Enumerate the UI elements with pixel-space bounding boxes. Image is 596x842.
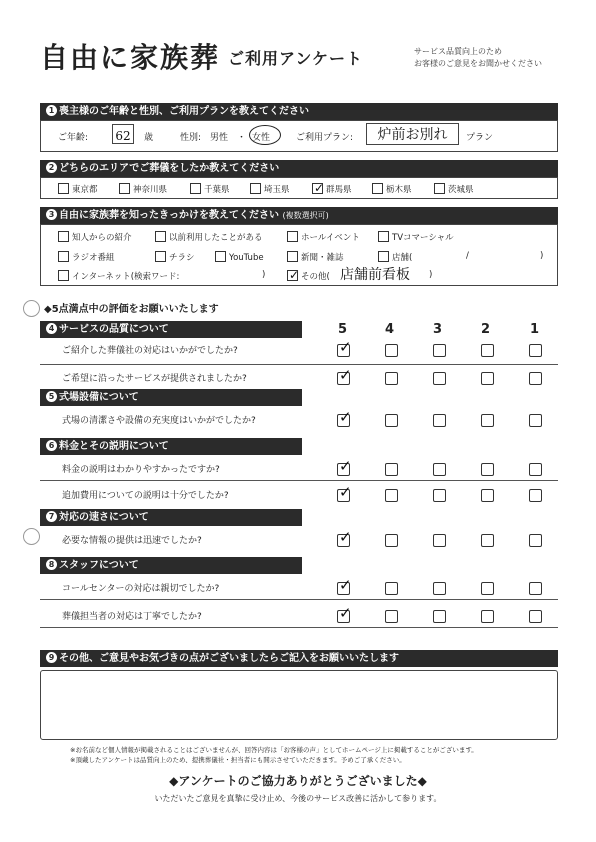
area-chiba[interactable]: 千葉県 [190, 183, 230, 195]
rating-box[interactable] [481, 463, 494, 476]
rating-box[interactable] [433, 414, 446, 427]
gender-circle-mark [249, 125, 281, 145]
rating-box[interactable] [385, 463, 398, 476]
rating-box-checked[interactable] [337, 576, 352, 595]
row-divider [40, 480, 558, 481]
gender-female-selected[interactable]: 女性 [252, 133, 271, 143]
area-tokyo[interactable]: 東京都 [58, 183, 98, 195]
rating-box[interactable] [529, 610, 542, 623]
source-other-checked[interactable]: ✓ その他( [289, 268, 330, 282]
rating-box[interactable] [529, 344, 542, 357]
source-internet-close: ) [262, 270, 266, 280]
checkbox[interactable] [287, 251, 298, 262]
rating-box[interactable] [481, 610, 494, 623]
rating-box[interactable] [481, 344, 494, 357]
rating-box[interactable] [385, 372, 398, 385]
comment-textarea[interactable] [40, 670, 558, 740]
section-1-title: 喪主様のご年齢と性別、ご利用プランを教えてください [59, 106, 309, 117]
section-5-title: 式場設備について [59, 392, 139, 403]
plan-unit: プラン [466, 133, 494, 143]
rating-box[interactable] [529, 582, 542, 595]
rating-box-checked[interactable] [337, 457, 352, 476]
rating-box[interactable] [481, 414, 494, 427]
source-newspaper[interactable]: 新聞・雑誌 [287, 251, 344, 263]
rating-box[interactable] [433, 463, 446, 476]
row-divider [40, 364, 558, 365]
plan-label: ご利用プラン: [296, 133, 354, 143]
row-divider [40, 627, 558, 628]
rating-box[interactable] [529, 414, 542, 427]
checkbox[interactable] [287, 231, 298, 242]
section-8-title: スタッフについて [59, 560, 139, 571]
source-other-close: ) [429, 270, 433, 280]
footer-note-1: ※お名前など個人情報が掲載されることはございませんが、回答内容は「お客様の声」としてホームページ上に掲載することがございます。 [70, 746, 478, 754]
rating-box-checked[interactable] [337, 338, 352, 357]
scale-2: 2 [481, 322, 491, 337]
section-6-header: 6 料金とその説明について [40, 438, 302, 455]
rating-box[interactable] [385, 344, 398, 357]
age-value: 62 [115, 129, 131, 143]
source-youtube[interactable]: YouTube [215, 251, 264, 263]
checkbox[interactable] [58, 183, 69, 194]
rating-box-checked[interactable] [337, 528, 352, 547]
source-store[interactable]: 店舗( [378, 251, 412, 263]
rating-box[interactable] [385, 534, 398, 547]
checkbox[interactable] [58, 251, 69, 262]
section-8-header: 8 スタッフについて [40, 557, 302, 574]
check-mark-icon: ✓ [339, 408, 352, 426]
age-unit: 歳 [144, 133, 154, 143]
rating-box[interactable] [433, 610, 446, 623]
header-note-2: お客様のご意見をお聞かせください [414, 59, 542, 68]
source-tv-commercial[interactable]: TVコマーシャル [378, 231, 454, 243]
rating-box-checked[interactable] [337, 408, 352, 427]
section-3-note: (複数選択可) [282, 211, 329, 220]
checkbox-checked[interactable]: ✓ [314, 181, 325, 195]
question-text: 必要な情報の提供は迅速でしたか? [62, 536, 202, 546]
rating-box[interactable] [385, 414, 398, 427]
question-text: ご紹介した葬儀社の対応はいかがでしたか? [62, 346, 238, 356]
source-referral[interactable]: 知人からの紹介 [58, 231, 132, 243]
rating-box[interactable] [433, 534, 446, 547]
rating-box-checked[interactable] [337, 366, 352, 385]
section-7-header: 7 対応の速さについて [40, 509, 302, 526]
checkbox[interactable] [155, 231, 166, 242]
scale-4: 4 [385, 322, 395, 337]
question-text: ご希望に沿ったサービスが提供されましたか? [62, 374, 247, 384]
source-internet[interactable]: インターネット(検索ワード: [58, 270, 179, 282]
row-divider [40, 599, 558, 600]
rating-heading: ◆5点満点中の評価をお願いいたします [44, 304, 219, 315]
source-other-value: 店舗前看板 [340, 267, 410, 283]
question-text: 式場の清潔さや設備の充実度はいかがでしたか? [62, 416, 256, 426]
brand-logo-text: 自由に家族葬 [40, 41, 221, 74]
section-4-title: サービスの品質について [59, 324, 169, 335]
gender-separator: ・ [237, 133, 247, 143]
rating-box[interactable] [433, 582, 446, 595]
source-store-close: ) [540, 251, 544, 261]
section-3-title: 自由に家族葬を知ったきっかけを教えてください [59, 210, 279, 221]
section-2-body [40, 177, 558, 199]
rating-box[interactable] [481, 582, 494, 595]
section-2-title: どちらのエリアでご葬儀をしたか教えてください [59, 163, 280, 174]
check-mark-icon: ✓ [339, 528, 352, 546]
scale-5: 5 [338, 322, 348, 337]
rating-box[interactable] [529, 534, 542, 547]
rating-box[interactable] [529, 489, 542, 502]
rating-box[interactable] [433, 372, 446, 385]
checkbox-checked[interactable]: ✓ [289, 268, 300, 282]
checkbox[interactable] [378, 251, 389, 262]
source-hall-event[interactable]: ホールイベント [287, 231, 360, 243]
check-mark-icon: ✓ [339, 338, 352, 356]
gender-label: 性別: [180, 133, 202, 143]
check-mark-icon: ✓ [339, 576, 352, 594]
area-ibaraki[interactable]: 茨城県 [434, 183, 474, 195]
section-6-title: 料金とその説明について [59, 441, 169, 452]
section-7-title: 対応の速さについて [59, 512, 149, 523]
footer-note-2: ※頂戴したアンケートは品質向上のため、提携葬儀社・担当者にも開示させていただきます。予めご了承ください。 [70, 756, 406, 764]
area-tochigi[interactable]: 栃木県 [372, 183, 412, 195]
section-1-header: 1 喪主様のご年齢と性別、ご利用プランを教えてください [40, 103, 558, 120]
rating-box[interactable] [433, 489, 446, 502]
scale-1: 1 [530, 322, 540, 337]
rating-box[interactable] [385, 610, 398, 623]
rating-box[interactable] [385, 582, 398, 595]
rating-box[interactable] [433, 344, 446, 357]
check-mark-icon: ✓ [339, 457, 352, 475]
scale-3: 3 [433, 322, 443, 337]
checkbox[interactable] [372, 183, 383, 194]
rating-box[interactable] [529, 463, 542, 476]
page-title: ご利用アンケート [228, 49, 364, 68]
closing-message: いただいたご意見を真摯に受け止め、今後のサービス改善に活かして参ります。 [154, 794, 442, 803]
check-mark-icon: ✓ [339, 604, 352, 622]
source-radio[interactable]: ラジオ番組 [58, 251, 115, 263]
area-gunma-checked[interactable]: ✓ 群馬県 [314, 181, 352, 195]
check-mark-icon: ✓ [339, 483, 352, 501]
rating-box-checked[interactable] [337, 483, 352, 502]
rating-box[interactable] [481, 489, 494, 502]
section-5-header: 5 式場設備について [40, 389, 302, 406]
source-flyer[interactable]: チラシ [155, 251, 195, 263]
rating-box[interactable] [529, 372, 542, 385]
age-field[interactable] [112, 124, 134, 144]
header-note-1: サービス品質向上のため [414, 47, 502, 56]
gender-male[interactable]: 男性 [210, 133, 229, 143]
rating-box[interactable] [481, 372, 494, 385]
source-store-slash: / [466, 251, 469, 261]
checkbox[interactable] [58, 231, 69, 242]
thanks-message: ◆アンケートのご協力ありがとうございました◆ [169, 774, 427, 788]
checkbox[interactable] [190, 183, 201, 194]
area-kanagawa[interactable]: 神奈川県 [119, 183, 167, 195]
question-text: 葬儀担当者の対応は丁寧でしたか? [62, 612, 202, 622]
section-9-title: その他、ご意見やお気づきの点がございましたらご記入をお願いいたします [59, 653, 399, 664]
checkbox[interactable] [155, 251, 166, 262]
area-saitama[interactable]: 埼玉県 [250, 183, 290, 195]
punch-hole [23, 528, 40, 545]
section-9-header: 9 その他、ご意見やお気づきの点がございましたらご記入をお願いいたします [40, 650, 558, 667]
checkbox[interactable] [215, 251, 226, 262]
source-previous-use[interactable]: 以前利用したことがある [155, 231, 263, 243]
section-3-header: 3 自由に家族葬を知ったきっかけを教えてください (複数選択可) [40, 207, 558, 224]
section-4-header: 4 サービスの品質について [40, 321, 302, 338]
question-text: 料金の説明はわかりやすかったですか? [62, 465, 220, 475]
checkbox[interactable] [58, 270, 69, 281]
plan-value: 炉前お別れ [377, 127, 448, 143]
rating-box-checked[interactable] [337, 604, 352, 623]
checkbox[interactable] [250, 183, 261, 194]
checkbox[interactable] [434, 183, 445, 194]
rating-box[interactable] [481, 534, 494, 547]
punch-hole [23, 300, 40, 317]
section-2-header: 2 どちらのエリアでご葬儀をしたか教えてください [40, 160, 558, 177]
checkbox[interactable] [378, 231, 389, 242]
plan-field[interactable] [366, 123, 459, 145]
rating-box[interactable] [385, 489, 398, 502]
age-label: ご年齢: [58, 133, 89, 143]
check-mark-icon: ✓ [339, 366, 352, 384]
question-text: 追加費用についての説明は十分でしたか? [62, 491, 229, 501]
question-text: コールセンターの対応は親切でしたか? [62, 584, 220, 594]
checkbox[interactable] [119, 183, 130, 194]
